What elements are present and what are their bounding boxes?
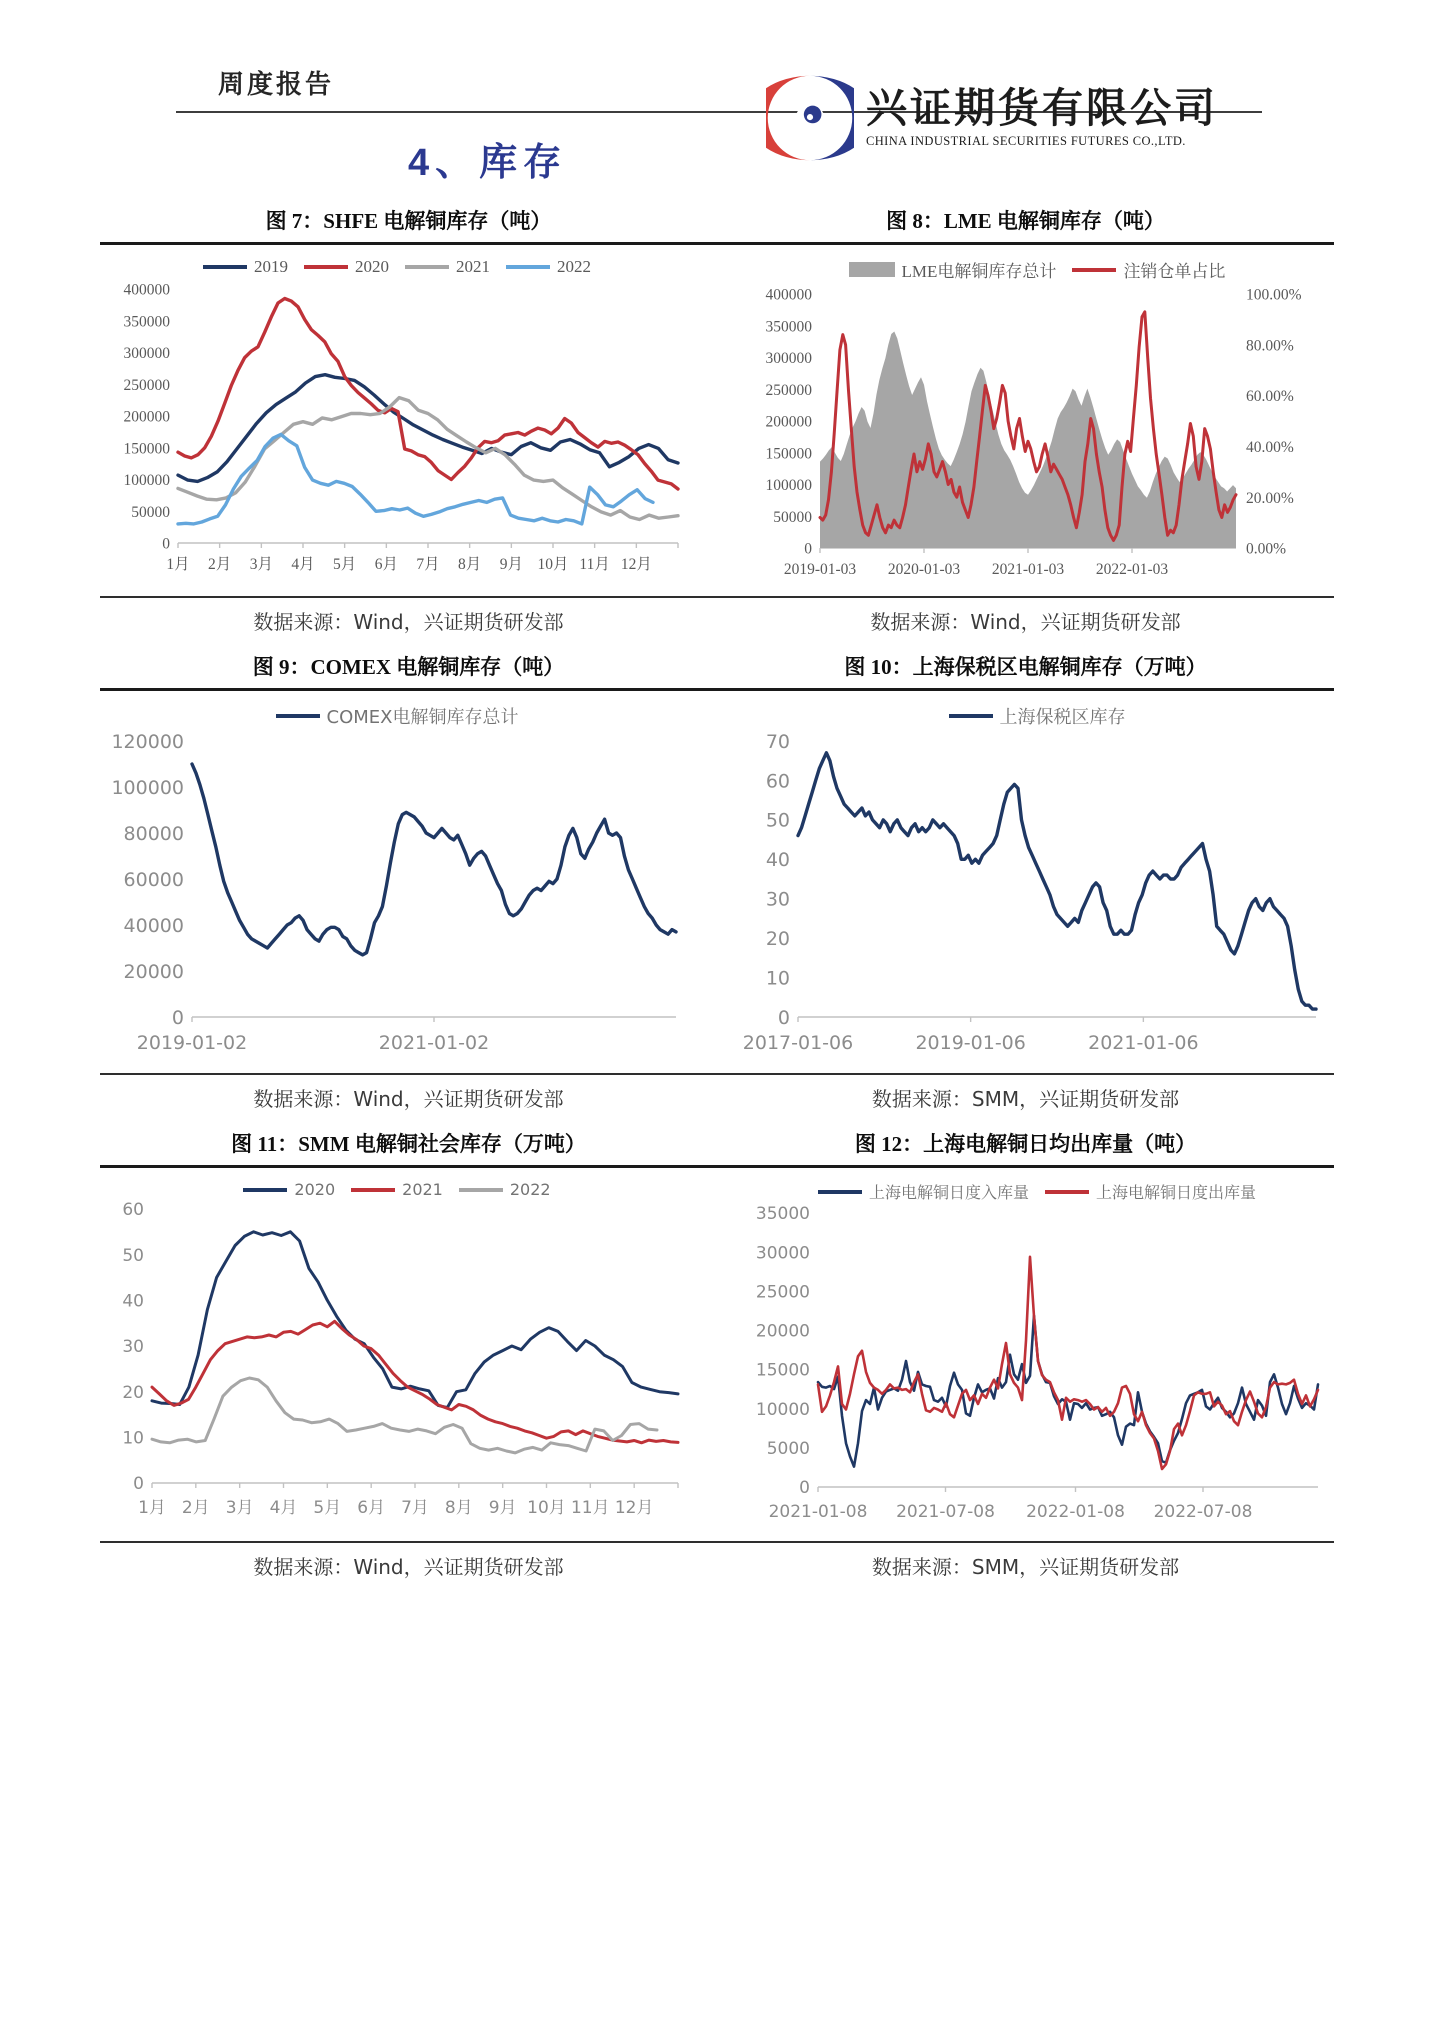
source-row-2 [100, 1075, 1334, 1119]
figure9-source: 数据来源：Wind，兴证期货研发部 [253, 1087, 564, 1111]
svg-text:350000: 350000 [765, 318, 812, 336]
svg-text:2021-01-06: 2021-01-06 [1088, 1032, 1199, 1054]
legend-line-swatch [203, 265, 247, 269]
svg-text:50: 50 [122, 1245, 144, 1266]
svg-text:25000: 25000 [755, 1282, 810, 1303]
figure11-canvas [100, 1199, 694, 1529]
figure8-source: 数据来源：Wind，兴证期货研发部 [870, 610, 1181, 634]
svg-text:4月: 4月 [291, 556, 315, 573]
svg-text:1月: 1月 [138, 1498, 166, 1518]
figure7-legend [203, 257, 591, 277]
figure10-chart [740, 695, 1334, 1065]
legend-label: 2019 [254, 257, 288, 276]
figure11-legend [243, 1180, 550, 1199]
svg-text:200000: 200000 [123, 408, 170, 426]
legend-line-swatch [949, 714, 993, 718]
legend-label: 2022 [509, 1180, 551, 1199]
svg-text:0: 0 [133, 1474, 144, 1495]
svg-text:200000: 200000 [765, 413, 812, 431]
figure7-canvas [100, 277, 694, 583]
svg-text:40: 40 [765, 849, 790, 872]
svg-text:40.00%: 40.00% [1246, 438, 1294, 456]
report-type-label: 周度报告 [218, 70, 335, 99]
svg-text:7月: 7月 [416, 556, 440, 573]
svg-text:80.00%: 80.00% [1246, 337, 1294, 355]
svg-text:6月: 6月 [357, 1498, 386, 1518]
svg-text:60: 60 [765, 770, 790, 793]
svg-text:60: 60 [122, 1200, 144, 1221]
legend-line-swatch [1072, 268, 1116, 272]
svg-text:10月: 10月 [537, 556, 569, 573]
source-row-3 [100, 1543, 1334, 1587]
line-series [818, 1257, 1318, 1469]
figure9-chart [100, 695, 694, 1065]
svg-text:150000: 150000 [123, 440, 170, 458]
legend-item [459, 1180, 551, 1199]
legend-label: 2021 [402, 1180, 443, 1199]
charts-row-1 [100, 245, 1334, 596]
legend-label: 上海电解铜日度入库量 [868, 1183, 1029, 1202]
figure9-canvas [100, 729, 694, 1065]
svg-text:12月: 12月 [614, 1498, 654, 1518]
charts-row-2 [100, 691, 1334, 1073]
svg-text:150000: 150000 [765, 445, 812, 463]
svg-text:12月: 12月 [620, 556, 652, 573]
svg-text:100000: 100000 [111, 776, 184, 799]
figure10-title: 图 10：上海保税区电解铜库存（万吨） [844, 655, 1207, 679]
line-series [152, 1321, 678, 1443]
figure7-title: 图 7：SHFE 电解铜库存（吨） [265, 209, 552, 233]
svg-text:2月: 2月 [208, 556, 232, 573]
legend-line-swatch [1045, 1190, 1089, 1194]
svg-text:9月: 9月 [499, 556, 523, 573]
svg-text:11月: 11月 [579, 556, 610, 573]
figure8-canvas [740, 282, 1334, 588]
svg-text:15000: 15000 [755, 1360, 810, 1381]
svg-text:0: 0 [162, 535, 170, 553]
svg-text:50000: 50000 [131, 503, 170, 521]
svg-text:5月: 5月 [313, 1498, 342, 1518]
svg-text:60000: 60000 [123, 868, 184, 891]
svg-text:2021-01-08: 2021-01-08 [768, 1502, 868, 1522]
svg-text:1月: 1月 [166, 556, 190, 573]
svg-text:250000: 250000 [123, 376, 170, 394]
legend-line-swatch [506, 265, 550, 269]
svg-text:7月: 7月 [401, 1498, 429, 1518]
svg-text:2020-01-03: 2020-01-03 [887, 561, 961, 578]
svg-text:400000: 400000 [765, 286, 812, 304]
legend-line-swatch [351, 1188, 395, 1192]
svg-text:300000: 300000 [123, 345, 170, 363]
legend-item [243, 1180, 335, 1199]
svg-text:10月: 10月 [527, 1498, 566, 1518]
line-series [818, 1316, 1318, 1467]
figure10-source: 数据来源：SMM，兴证期货研发部 [871, 1087, 1180, 1111]
svg-text:11月: 11月 [570, 1498, 610, 1518]
svg-text:70: 70 [765, 730, 790, 753]
svg-text:350000: 350000 [123, 313, 170, 331]
svg-text:20.00%: 20.00% [1246, 489, 1294, 507]
svg-text:6月: 6月 [374, 556, 398, 573]
figure7-chart [100, 249, 694, 588]
svg-text:400000: 400000 [123, 281, 170, 299]
svg-text:0: 0 [799, 1478, 810, 1499]
legend-line-swatch [818, 1190, 862, 1194]
svg-text:2019-01-02: 2019-01-02 [136, 1032, 248, 1054]
figure9-title: 图 9：COMEX 电解铜库存（吨） [252, 655, 565, 679]
svg-text:10000: 10000 [755, 1399, 810, 1420]
figure10-legend [949, 703, 1126, 729]
legend-item [949, 703, 1126, 729]
svg-text:10: 10 [765, 967, 790, 990]
svg-text:3月: 3月 [249, 556, 273, 573]
svg-text:2019-01-03: 2019-01-03 [783, 561, 857, 578]
legend-label: LME电解铜库存总计 [901, 262, 1057, 281]
figure12-title: 图 12：上海电解铜日均出库量（吨） [854, 1132, 1197, 1156]
figure11-chart [100, 1172, 694, 1533]
legend-item [849, 257, 1057, 282]
line-series [178, 434, 653, 524]
figure8-legend [849, 257, 1226, 282]
figure-title-row-3 [100, 1119, 1334, 1165]
svg-text:10: 10 [122, 1428, 144, 1449]
figures-grid [0, 196, 1434, 1587]
svg-text:50000: 50000 [773, 508, 812, 526]
logo-swirl-icon [766, 74, 854, 162]
company-logo [766, 74, 1218, 162]
source-row-1 [100, 598, 1334, 642]
svg-text:8月: 8月 [458, 556, 482, 573]
svg-text:20000: 20000 [123, 960, 184, 983]
figure11-title: 图 11：SMM 电解铜社会库存（万吨） [231, 1132, 586, 1156]
svg-text:120000: 120000 [111, 730, 184, 753]
svg-text:3月: 3月 [225, 1498, 254, 1518]
figure12-canvas [740, 1203, 1334, 1533]
figure8-title: 图 8：LME 电解铜库存（吨） [886, 209, 1165, 233]
svg-text:40000: 40000 [123, 914, 184, 937]
legend-label: 上海保税区库存 [999, 707, 1126, 728]
figure9-legend [276, 703, 519, 729]
legend-label: COMEX电解铜库存总计 [326, 707, 519, 728]
legend-label: 2022 [557, 257, 591, 276]
legend-line-swatch [243, 1188, 287, 1192]
svg-text:250000: 250000 [765, 381, 812, 399]
svg-text:40: 40 [122, 1291, 144, 1312]
legend-line-swatch [304, 265, 348, 269]
svg-text:80000: 80000 [123, 822, 184, 845]
legend-line-swatch [276, 714, 320, 718]
legend-item [1072, 257, 1225, 282]
svg-text:2017-01-06: 2017-01-06 [742, 1032, 854, 1054]
svg-text:50: 50 [765, 809, 790, 832]
svg-text:100000: 100000 [123, 472, 170, 490]
legend-label: 注销仓单占比 [1123, 262, 1226, 281]
svg-text:4月: 4月 [269, 1498, 298, 1518]
charts-row-3 [100, 1168, 1334, 1541]
area-series [820, 332, 1236, 549]
svg-text:100000: 100000 [765, 477, 812, 495]
line-series [798, 753, 1316, 1009]
svg-text:2021-01-03: 2021-01-03 [991, 561, 1065, 578]
svg-text:0.00%: 0.00% [1246, 540, 1287, 558]
svg-text:2月: 2月 [181, 1498, 210, 1518]
svg-text:8月: 8月 [444, 1498, 473, 1518]
legend-item [1045, 1180, 1256, 1203]
svg-text:100.00%: 100.00% [1246, 286, 1302, 304]
legend-item [276, 703, 519, 729]
company-name-cn: 兴证期货有限公司 [866, 85, 1218, 132]
svg-text:2022-01-08: 2022-01-08 [1026, 1502, 1125, 1522]
svg-text:60.00%: 60.00% [1246, 388, 1294, 406]
line-series [152, 1232, 678, 1408]
svg-text:30000: 30000 [755, 1243, 810, 1264]
logo-text [866, 87, 1218, 148]
svg-text:20000: 20000 [755, 1321, 810, 1342]
company-name-en: CHINA INDUSTRIAL SECURITIES FUTURES CO.,LTD. [866, 133, 1186, 148]
legend-item [351, 1180, 443, 1199]
figure-title-row-1 [100, 196, 1334, 242]
svg-text:30: 30 [122, 1337, 144, 1358]
legend-label: 2021 [456, 257, 490, 276]
svg-text:5000: 5000 [766, 1438, 810, 1459]
svg-text:0: 0 [171, 1006, 184, 1029]
svg-text:2022-01-03: 2022-01-03 [1095, 561, 1169, 578]
legend-label: 2020 [355, 257, 389, 276]
legend-line-swatch [459, 1188, 503, 1192]
svg-text:0: 0 [777, 1006, 790, 1029]
legend-item [506, 257, 591, 277]
legend-label: 2020 [294, 1180, 336, 1199]
svg-text:2019-01-06: 2019-01-06 [915, 1032, 1026, 1054]
figure12-source: 数据来源：SMM，兴证期货研发部 [871, 1555, 1180, 1579]
legend-item [304, 257, 389, 277]
legend-item [203, 257, 288, 277]
figure12-legend [818, 1180, 1256, 1203]
svg-text:30: 30 [765, 888, 790, 911]
figure11-source: 数据来源：Wind，兴证期货研发部 [253, 1555, 564, 1579]
figure12-chart [740, 1172, 1334, 1533]
figure8-chart [740, 249, 1334, 588]
legend-line-swatch [405, 265, 449, 269]
svg-text:300000: 300000 [765, 350, 812, 368]
line-series [192, 764, 676, 955]
svg-text:20: 20 [765, 927, 790, 950]
legend-item [818, 1180, 1029, 1203]
svg-text:35000: 35000 [755, 1204, 810, 1225]
legend-item [405, 257, 490, 277]
section-title: 4、库存 [408, 142, 568, 184]
svg-text:0: 0 [804, 540, 812, 558]
svg-text:2022-07-08: 2022-07-08 [1153, 1502, 1253, 1522]
figure7-source: 数据来源：Wind，兴证期货研发部 [253, 610, 564, 634]
legend-area-swatch [849, 262, 895, 277]
svg-text:9月: 9月 [488, 1498, 517, 1518]
legend-label: 上海电解铜日度出库量 [1096, 1183, 1257, 1202]
svg-text:2021-07-08: 2021-07-08 [896, 1502, 995, 1522]
figure-title-row-2 [100, 642, 1334, 688]
figure10-canvas [740, 729, 1334, 1065]
svg-text:5月: 5月 [333, 556, 357, 573]
svg-text:20: 20 [122, 1382, 144, 1403]
svg-text:2021-01-02: 2021-01-02 [378, 1032, 490, 1054]
